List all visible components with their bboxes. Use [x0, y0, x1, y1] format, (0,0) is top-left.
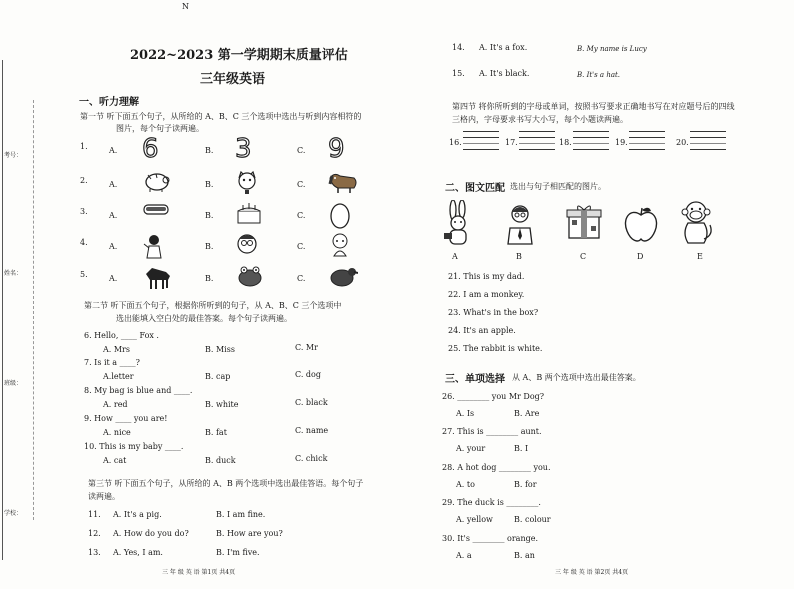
question-text: 7. Is it a ____? — [84, 358, 140, 367]
apple-icon — [622, 205, 660, 245]
page-footer-1: 三 年 级 英 语 第1页 共4页 — [162, 569, 236, 576]
part3-note: 从 A、B 两个选项中选出最佳答案。 — [512, 373, 641, 382]
writing-line[interactable] — [573, 149, 609, 150]
option-b[interactable]: B. It's a hat. — [577, 71, 621, 79]
picture-label: A — [452, 252, 458, 261]
option-label: C. — [297, 211, 306, 220]
option-a[interactable]: A. nice — [103, 428, 131, 437]
page-subtitle: 三年级英语 — [200, 72, 266, 87]
match-sentence: 24. It's an apple. — [448, 326, 516, 335]
option-c[interactable]: C. Mr — [295, 343, 318, 352]
option-a[interactable]: A. to — [456, 480, 475, 489]
option-label: B. — [205, 242, 214, 251]
digit-three-icon: 3 — [235, 134, 252, 164]
gutter-school: 学校： — [4, 510, 23, 517]
writing-line[interactable] — [629, 143, 665, 144]
option-b[interactable]: B. I'm five. — [216, 548, 260, 557]
gutter-name: 姓名： — [4, 270, 23, 277]
writing-line[interactable] — [629, 131, 665, 132]
option-b[interactable]: B. for — [514, 480, 537, 489]
option-b[interactable]: B. colour — [514, 515, 551, 524]
sec1-instruction-2: 图片，每个句子读两遍。 — [116, 124, 204, 133]
option-a[interactable]: A. It's a fox. — [479, 43, 528, 52]
match-sentence: 25. The rabbit is white. — [448, 344, 543, 353]
gift-box-icon — [566, 204, 602, 240]
writing-line[interactable] — [519, 143, 555, 144]
option-b[interactable]: B. Miss — [205, 345, 235, 354]
question-number: 14. — [452, 43, 465, 52]
question-number: 12. — [88, 529, 101, 538]
monkey-icon — [678, 199, 714, 247]
option-label: C. — [297, 242, 306, 251]
question-text: 28. A hot dog ________ you. — [442, 463, 551, 472]
option-label: A. — [109, 274, 118, 283]
question-text: 27. This is ________ aunt. — [442, 427, 542, 436]
option-a[interactable]: A. It's black. — [479, 69, 530, 78]
dog-icon — [328, 170, 360, 198]
part1-heading: 一、听力理解 — [79, 97, 139, 108]
option-a[interactable]: A. red — [103, 400, 128, 409]
writing-line[interactable] — [463, 137, 499, 138]
option-a[interactable]: A. cat — [103, 456, 127, 465]
question-number: 15. — [452, 69, 465, 78]
rabbit-icon — [440, 200, 476, 248]
option-b[interactable]: B. I am fine. — [216, 510, 266, 519]
writing-number: 17. — [505, 138, 518, 147]
question-text: 29. The duck is ________. — [442, 498, 541, 507]
hot-dog-icon — [142, 201, 170, 221]
sec4-instruction: 第四节 将你所听到的字母或单词，按照书写要求正确地书写在对应题号后的四线 — [452, 102, 735, 111]
writing-line[interactable] — [463, 143, 499, 144]
cat-icon — [235, 170, 259, 198]
writing-line[interactable] — [690, 137, 726, 138]
writing-number: 16. — [449, 138, 462, 147]
page-footer-2: 三 年 级 英 语 第2页 共4页 — [555, 569, 629, 576]
option-a[interactable]: A.letter — [103, 372, 134, 381]
option-b[interactable]: B. Are — [514, 409, 540, 418]
writing-line[interactable] — [519, 131, 555, 132]
digit-six-icon: 6 — [142, 134, 159, 164]
picture-label: C — [580, 252, 587, 261]
part2-heading: 二、图文匹配 — [445, 183, 505, 194]
option-b[interactable]: B. I — [514, 444, 529, 453]
writing-line[interactable] — [690, 131, 726, 132]
cake-icon — [235, 201, 263, 229]
writing-number: 20. — [676, 138, 689, 147]
gutter-class: 班级： — [4, 380, 23, 387]
option-a[interactable]: A. Is — [456, 409, 475, 418]
option-label: C. — [297, 180, 306, 189]
sec2-instruction-2: 选出能填入空白处的最佳答案。每个句子读两遍。 — [116, 314, 292, 323]
question-number: 13. — [88, 548, 101, 557]
option-b[interactable]: B. duck — [205, 456, 236, 465]
option-b[interactable]: B. My name is Lucy — [577, 45, 647, 53]
part2-note: 选出与句子相匹配的图片。 — [510, 182, 606, 191]
question-text: 6. Hello, ____ Fox . — [84, 331, 159, 340]
part3-heading: 三、单项选择 — [445, 374, 505, 385]
option-b[interactable]: B. white — [205, 400, 239, 409]
picture-label: D — [637, 252, 644, 261]
option-b[interactable]: B. cap — [205, 372, 231, 381]
row-number: 4. — [80, 238, 88, 247]
option-c[interactable]: C. chick — [295, 454, 328, 463]
top-mark: N — [182, 2, 189, 11]
question-text: 10. This is my baby ____. — [84, 442, 184, 451]
question-text: 8. My bag is blue and ____. — [84, 386, 193, 395]
digit-nine-icon: 9 — [328, 134, 345, 164]
writing-number: 18. — [559, 138, 572, 147]
picture-label: E — [697, 252, 703, 261]
option-c[interactable]: C. dog — [295, 370, 321, 379]
writing-line[interactable] — [690, 143, 726, 144]
option-label: B. — [205, 146, 214, 155]
horse-icon — [142, 264, 174, 294]
picture-label: B — [516, 252, 522, 261]
option-c[interactable]: C. name — [295, 426, 329, 435]
question-text: 30. It's ________ orange. — [442, 534, 538, 543]
writing-line[interactable] — [573, 131, 609, 132]
gutter-seat: 考号： — [4, 152, 23, 159]
match-sentence: 23. What's in the box? — [448, 308, 539, 317]
writing-line[interactable] — [463, 131, 499, 132]
writing-line[interactable] — [690, 149, 726, 150]
sec1-instruction: 第一节 听下面五个句子，从所给的 A、B、C 三个选项中选出与听到内容相符的 — [80, 112, 362, 121]
row-number: 5. — [80, 270, 88, 279]
question-number: 11. — [88, 510, 101, 519]
egg-icon — [328, 201, 352, 233]
writing-line[interactable] — [463, 149, 499, 150]
boy-glasses-icon — [235, 232, 259, 260]
option-a[interactable]: A. a — [456, 551, 472, 560]
sec2-instruction: 第二节 听下面五个句子，根据你所听到的句子，从 A、B、C 三个选项中 — [84, 301, 342, 310]
option-label: B. — [205, 180, 214, 189]
writing-line[interactable] — [629, 149, 665, 150]
question-text: 9. How ____ you are! — [84, 414, 168, 423]
option-label: C. — [297, 274, 306, 283]
option-b[interactable]: B. an — [514, 551, 535, 560]
option-a[interactable]: A. Mrs — [103, 345, 130, 354]
question-text: 26. ________ you Mr Dog? — [442, 392, 545, 401]
writing-number: 19. — [615, 138, 628, 147]
baby-icon — [328, 232, 352, 262]
writing-line[interactable] — [519, 149, 555, 150]
writing-line[interactable] — [519, 137, 555, 138]
option-c[interactable]: C. black — [295, 398, 328, 407]
binding-line — [33, 100, 34, 520]
option-b[interactable]: B. fat — [205, 428, 227, 437]
pig-icon — [142, 170, 172, 196]
writing-line[interactable] — [573, 143, 609, 144]
option-label: A. — [109, 180, 118, 189]
option-label: A. — [109, 211, 118, 220]
page-title: 2022~2023 第一学期期末质量评估 — [130, 48, 348, 63]
row-number: 2. — [80, 176, 88, 185]
dad-icon — [505, 202, 535, 246]
option-a[interactable]: A. It's a pig. — [113, 510, 162, 519]
option-label: A. — [109, 146, 118, 155]
writing-line[interactable] — [629, 137, 665, 138]
option-b[interactable]: B. How are you? — [216, 529, 283, 538]
option-label: C. — [297, 146, 306, 155]
frog-icon — [235, 264, 265, 292]
option-a[interactable]: A. Yes, I am. — [113, 548, 163, 557]
girl-icon — [142, 232, 166, 264]
option-a[interactable]: A. your — [456, 444, 486, 453]
match-sentence: 22. I am a monkey. — [448, 290, 525, 299]
row-number: 3. — [80, 207, 88, 216]
option-label: B. — [205, 274, 214, 283]
sec3-instruction-2: 读两遍。 — [88, 492, 120, 501]
option-a[interactable]: A. How do you do? — [113, 529, 189, 538]
option-a[interactable]: A. yellow — [456, 515, 493, 524]
sec3-instruction: 第三节 听下面五个句子，从所给的 A、B 两个选项中选出最佳答语。每个句子 — [88, 479, 364, 488]
option-label: A. — [109, 242, 118, 251]
writing-line[interactable] — [573, 137, 609, 138]
sec4-instruction-2: 三格内，字母要求书写大小写，每个小题读两遍。 — [452, 115, 628, 124]
option-label: B. — [205, 211, 214, 220]
row-number: 1. — [80, 142, 88, 151]
duck-icon — [328, 264, 358, 292]
match-sentence: 21. This is my dad. — [448, 272, 525, 281]
